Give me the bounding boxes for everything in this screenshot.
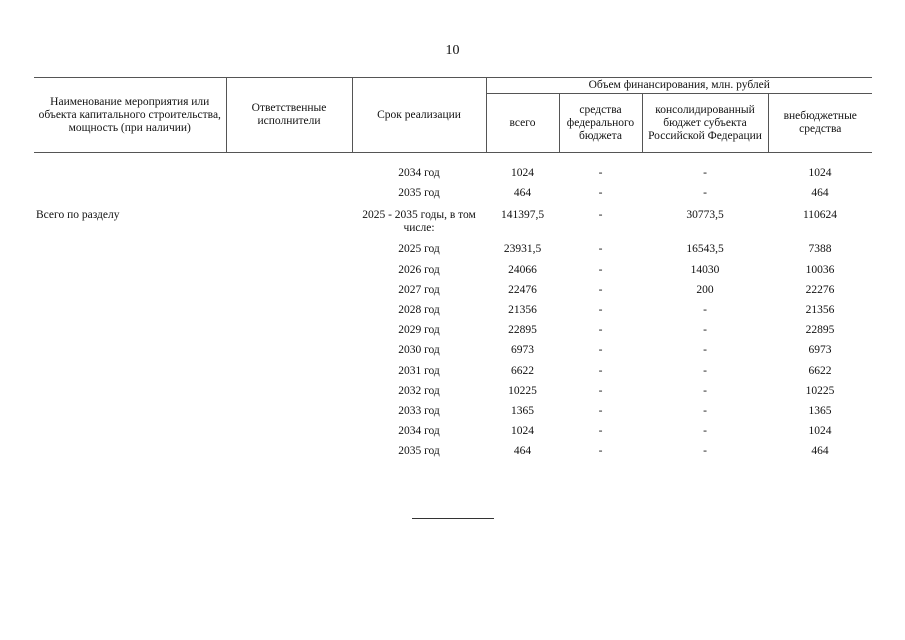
cell-extra: 1365 [808, 404, 832, 417]
header-term: Срок реализации [352, 78, 486, 153]
table-body [34, 153, 872, 466]
table-row [34, 324, 872, 344]
cell-responsible [226, 304, 352, 324]
cell-responsible [226, 405, 352, 425]
cell-term: 2034 год [398, 167, 440, 179]
cell-regional: - [703, 344, 707, 357]
cell-name [34, 445, 226, 465]
cell-federal: - [598, 404, 603, 417]
cell-total: 10225 [508, 384, 537, 397]
cell-extra: 10225 [805, 384, 835, 397]
cell-name [34, 344, 226, 364]
cell-name [34, 304, 226, 324]
cell-name [34, 405, 226, 425]
table-row [34, 425, 872, 445]
cell-regional: 16543,5 [686, 243, 724, 256]
header-regional: консолидированный бюджет субъекта Российской Федерации [642, 94, 768, 153]
table-row [34, 445, 872, 465]
cell-extra: 21356 [805, 303, 835, 316]
cell-responsible [226, 284, 352, 304]
cell-term: 2035 год [398, 187, 440, 200]
cell-total: 1365 [511, 404, 534, 417]
cell-name [34, 365, 226, 385]
table-row [34, 187, 872, 207]
cell-name [34, 264, 226, 284]
cell-responsible [226, 264, 352, 284]
cell-term: 2034 год [398, 425, 440, 438]
cell-total: 141397,5 [500, 209, 545, 222]
cell-total: 23931,5 [503, 243, 542, 256]
cell-regional: 200 [696, 283, 714, 296]
cell-responsible [226, 425, 352, 445]
cell-extra: 6622 [808, 364, 832, 377]
cell-responsible [226, 344, 352, 364]
cell-regional: - [703, 445, 707, 458]
cell-federal: - [598, 209, 603, 222]
cell-extra: 22895 [805, 324, 835, 337]
cell-responsible [226, 445, 352, 465]
table-header [34, 78, 872, 153]
cell-regional: - [703, 303, 707, 316]
cell-regional: - [703, 167, 707, 179]
table-row [34, 344, 872, 364]
cell-total: 6973 [511, 344, 534, 357]
cell-name [34, 324, 226, 344]
cell-total: 24066 [508, 263, 537, 276]
cell-regional: - [703, 404, 707, 417]
cell-term: 2032 год [398, 384, 440, 397]
cell-regional: 30773,5 [686, 209, 724, 222]
cell-responsible [226, 365, 352, 385]
cell-total: 22476 [508, 283, 537, 296]
cell-name [34, 187, 226, 207]
cell-federal: - [598, 283, 603, 296]
cell-extra: 110624 [802, 209, 838, 222]
cell-term: 2028 год [398, 303, 440, 316]
cell-name [34, 243, 226, 263]
cell-term: 2031 год [398, 364, 440, 377]
cell-term: 2025 - 2035 годы, в том числе: [362, 209, 476, 235]
cell-term: 2027 год [398, 283, 440, 296]
cell-extra: 464 [811, 187, 829, 200]
cell-responsible [226, 324, 352, 344]
cell-federal: - [598, 243, 603, 256]
header-extra: внебюджетные средства [768, 94, 872, 153]
cell-total: 22895 [508, 324, 537, 337]
cell-federal: - [598, 263, 603, 276]
table-row [34, 264, 872, 284]
cell-regional: - [703, 187, 707, 200]
financing-table [34, 77, 872, 465]
page-number: 10 [445, 43, 460, 58]
cell-term: 2030 год [398, 344, 440, 357]
cell-term: 2035 год [398, 445, 440, 458]
cell-name [34, 385, 226, 405]
header-total: всего [486, 94, 559, 153]
spacer-row [34, 153, 872, 168]
cell-extra: 1024 [808, 167, 832, 179]
table-row [34, 167, 872, 187]
cell-regional: 14030 [690, 263, 720, 276]
cell-term: 2025 год [398, 243, 440, 256]
cell-total: 21356 [508, 303, 537, 316]
cell-total: 1024 [511, 425, 534, 438]
cell-extra: 1024 [808, 425, 832, 438]
cell-term: 2029 год [398, 324, 440, 337]
cell-name [34, 425, 226, 445]
table-row [34, 243, 872, 263]
cell-federal: - [598, 384, 603, 397]
cell-federal: - [598, 344, 603, 357]
cell-responsible [226, 187, 352, 207]
footer-rule [412, 518, 494, 519]
cell-responsible [226, 385, 352, 405]
cell-extra: 464 [811, 445, 829, 458]
cell-regional: - [703, 364, 707, 377]
cell-total: 464 [513, 445, 532, 458]
header-name: Наименование мероприятия или объекта капитального строительства, мощность (при наличии) [34, 78, 226, 153]
cell-extra: 6973 [808, 344, 832, 357]
cell-extra: 22276 [805, 283, 835, 296]
cell-federal: - [598, 445, 603, 458]
cell-federal: - [598, 364, 603, 377]
cell-federal: - [598, 167, 603, 179]
table-row [34, 405, 872, 425]
cell-responsible [226, 207, 352, 243]
cell-extra: 7388 [808, 243, 832, 256]
cell-federal: - [598, 425, 603, 438]
cell-federal: - [598, 303, 603, 316]
table-row [34, 304, 872, 324]
cell-total: 1024 [511, 167, 534, 179]
cell-term: 2026 год [398, 263, 440, 276]
cell-responsible [226, 167, 352, 187]
cell-total: 6622 [511, 364, 534, 377]
cell-total: 464 [513, 187, 532, 200]
cell-regional: - [703, 384, 707, 397]
table-row [34, 385, 872, 405]
table-row-section-total [34, 207, 872, 243]
cell-regional: - [703, 324, 707, 337]
cell-name [34, 167, 226, 187]
table-row [34, 365, 872, 385]
cell-federal: - [598, 187, 603, 200]
cell-extra: 10036 [805, 263, 835, 276]
cell-term: 2033 год [398, 404, 440, 417]
table-row [34, 284, 872, 304]
cell-responsible [226, 243, 352, 263]
cell-regional: - [703, 425, 707, 438]
header-responsible: Ответственные исполнители [226, 78, 352, 153]
cell-name: Всего по разделу [36, 209, 120, 222]
cell-name [34, 284, 226, 304]
header-financing-group: Объем финансирования, млн. рублей [486, 78, 872, 94]
header-federal: средства федерального бюджета [559, 94, 642, 153]
cell-federal: - [598, 324, 603, 337]
